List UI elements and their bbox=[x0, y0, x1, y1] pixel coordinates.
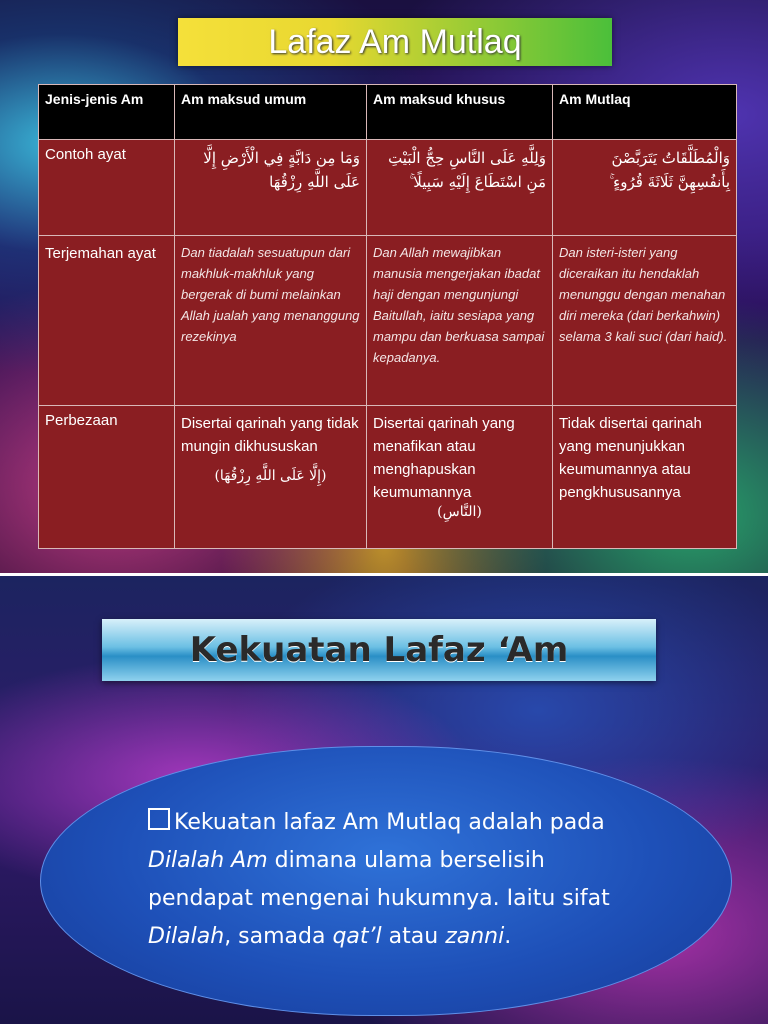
text-span: , samada bbox=[224, 924, 333, 949]
slide1-title: Lafaz Am Mutlaq bbox=[268, 22, 522, 61]
arabic-note: (النَّاسِ) bbox=[437, 504, 482, 520]
arabic-note: (إِلَّا عَلَى اللَّهِ رِزْقُهَا) bbox=[214, 468, 327, 484]
comparison-table bbox=[38, 84, 737, 549]
text-span: Kekuatan lafaz Am Mutlaq adalah pada bbox=[174, 810, 605, 835]
slide-kekuatan-lafaz-am bbox=[0, 576, 768, 1024]
header-cell: Am maksud khusus bbox=[367, 85, 553, 140]
table-cell bbox=[553, 140, 737, 236]
translation-text: Dan isteri-isteri yang diceraikan itu hendaklah menunggu dengan menahan diri mereka (dari berkahwin) selama 3 kali suci (dari haid). bbox=[559, 245, 728, 344]
arabic-verse: وَالْمُطَلَّقَاتُ يَتَرَبَّصْنَ بِأَنفُسِهِنَّ ثَلَاثَةَ قُرُوءٍ ۚ bbox=[609, 149, 730, 191]
table-cell bbox=[367, 236, 553, 406]
table-header-row bbox=[39, 85, 737, 140]
checkbox-bullet-icon bbox=[148, 808, 170, 830]
row-label bbox=[39, 236, 175, 406]
difference-text: Disertai qarinah yang tidak mungin dikhususkan bbox=[181, 415, 359, 455]
row-label-text: Terjemahan ayat bbox=[45, 245, 156, 262]
header-cell: Am Mutlaq bbox=[553, 85, 737, 140]
emphasis-span: Dilalah Am bbox=[148, 848, 268, 873]
table-cell bbox=[175, 140, 367, 236]
row-label: Contoh ayat bbox=[39, 140, 175, 236]
arabic-verse: وَلِلَّهِ عَلَى النَّاسِ حِجُّ الْبَيْتِ مَنِ اسْتَطَاعَ إِلَيْهِ سَبِيلًا ۚ bbox=[388, 149, 546, 191]
table-row-perbezaan bbox=[39, 406, 737, 549]
bullet-paragraph bbox=[148, 804, 628, 956]
table-cell bbox=[367, 140, 553, 236]
table-row-contoh-ayat bbox=[39, 140, 737, 236]
slide2-title-banner bbox=[102, 619, 656, 681]
difference-text: Tidak disertai qarinah yang menunjukkan keumumannya atau pengkhususannya bbox=[559, 415, 702, 501]
table-cell bbox=[553, 236, 737, 406]
table-cell bbox=[175, 236, 367, 406]
slide2-title: Kekuatan Lafaz ‘Am bbox=[189, 630, 569, 670]
text-span: atau bbox=[381, 924, 446, 949]
translation-text: Dan Allah mewajibkan manusia mengerjakan ibadat haji dengan mengunjungi Baitullah, iaitu sesiapa yang mampu dan berkuasa sampai kepadanya. bbox=[373, 245, 545, 365]
table-cell bbox=[175, 406, 367, 549]
table-cell bbox=[553, 406, 737, 549]
table-row-terjemahan bbox=[39, 236, 737, 406]
translation-text: Dan tiadalah sesuatupun dari makhluk-makhluk yang bergerak di bumi melainkan Allah jualah yang menanggung rezekinya bbox=[181, 245, 360, 344]
slide1-title-banner bbox=[178, 18, 612, 66]
header-cell: Am maksud umum bbox=[175, 85, 367, 140]
emphasis-span: qat’l bbox=[332, 924, 382, 949]
header-cell: Jenis-jenis Am bbox=[39, 85, 175, 140]
arabic-verse: وَمَا مِن دَابَّةٍ فِي الْأَرْضِ إِلَّا عَلَى اللَّهِ رِزْقُهَا bbox=[203, 149, 360, 191]
emphasis-span: zanni bbox=[445, 924, 505, 949]
text-span: dimana ulama berselisih pendapat mengenai hukumnya. Iaitu sifat bbox=[148, 848, 610, 911]
table-cell bbox=[367, 406, 553, 549]
row-label: Perbezaan bbox=[39, 406, 175, 549]
difference-text: Disertai qarinah yang menafikan atau menghapuskan keumumannya bbox=[373, 415, 515, 501]
emphasis-span: Dilalah bbox=[148, 924, 225, 949]
text-span: . bbox=[504, 924, 512, 949]
